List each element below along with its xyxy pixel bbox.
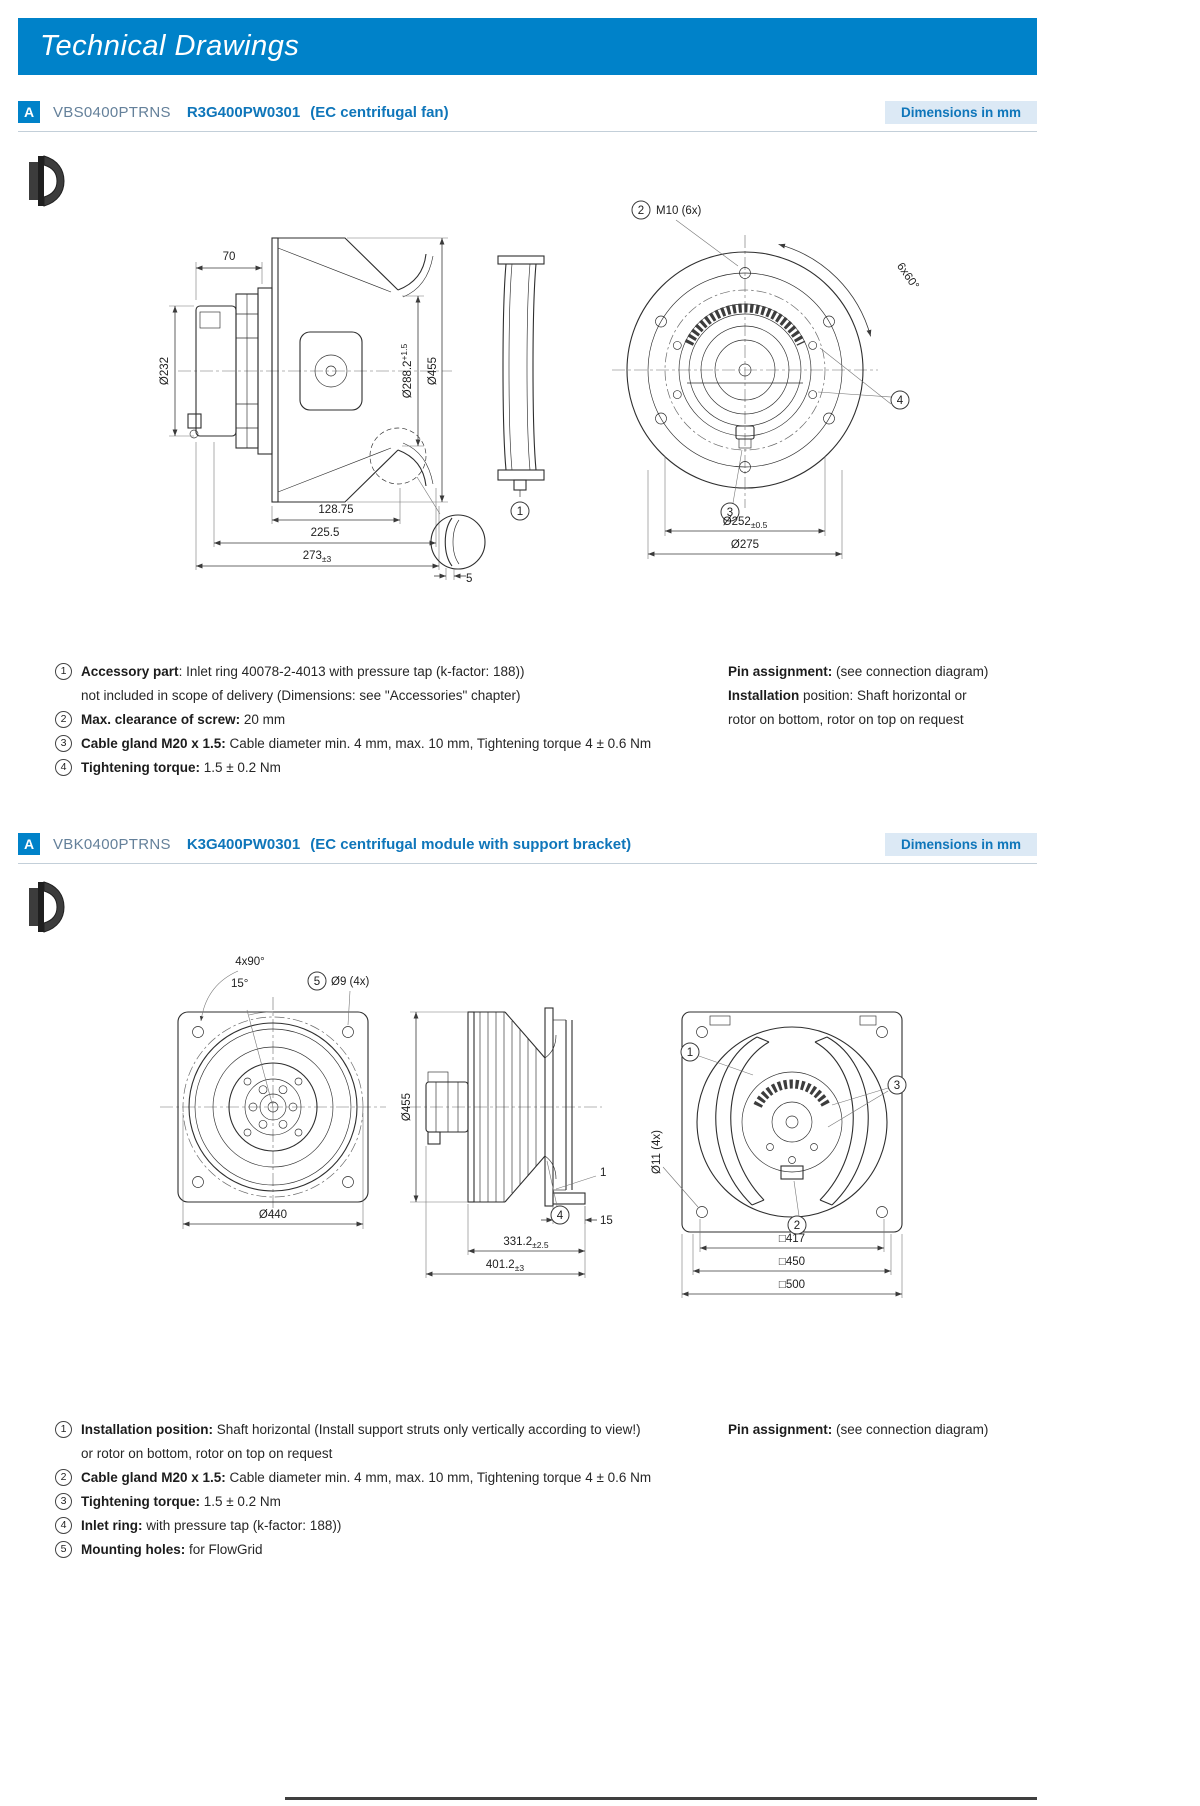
- dim-70: 70: [222, 251, 236, 263]
- module-back-view: [682, 1012, 902, 1232]
- section2-subtitle: (EC centrifugal module with support bracket): [310, 835, 632, 853]
- front-plate-view: [160, 997, 386, 1219]
- section1-notes: [55, 663, 723, 783]
- note-number: 4: [55, 759, 72, 776]
- module-side-view: [408, 1008, 602, 1206]
- dim-4012: $401.2_{\pm 3}$: [485, 1259, 525, 1273]
- fan-technical-drawing: [0, 180, 1037, 650]
- note-text: Cable gland M20 x 1.5: Cable diameter min. 4 mm, max. 10 mm, Tightening torque 4 ± 0.6 Nm: [81, 1470, 652, 1485]
- module-back-dimensions: [651, 1043, 906, 1298]
- dim-3312: $331.2_{\pm 2.5}$: [503, 1236, 549, 1250]
- dim-232: Ø232: [159, 356, 171, 386]
- dim-450: □450: [778, 1256, 806, 1268]
- note-text: or rotor on bottom, rotor on top on request: [81, 1446, 333, 1461]
- section2-divider: [18, 863, 1037, 864]
- section2-marker: A: [18, 833, 40, 855]
- callout-1: 1: [686, 1047, 694, 1059]
- note-text: Inlet ring: with pressure tap (k-factor: 188)): [81, 1518, 342, 1533]
- note-row: [55, 1493, 723, 1517]
- callout-3: 3: [726, 507, 734, 519]
- note-text: not included in scope of delivery (Dimensions: see "Accessories" chapter): [81, 688, 521, 703]
- note-row: [55, 663, 723, 687]
- callout-3: 3: [893, 1080, 901, 1092]
- note-number: 4: [55, 1517, 72, 1534]
- section1-marker: A: [18, 101, 40, 123]
- dim-440: Ø440: [258, 1209, 288, 1221]
- section1-dimensions-badge: Dimensions in mm: [885, 101, 1037, 124]
- section2-notes: [55, 1421, 723, 1565]
- callout-2: 2: [793, 1220, 801, 1232]
- note-text: Mounting holes: for FlowGrid: [81, 1542, 263, 1557]
- side-view-dimensions: [159, 238, 448, 570]
- dim-9: Ø9 (4x): [331, 976, 370, 988]
- module-side-dimensions: [401, 1012, 613, 1278]
- note-number: 3: [55, 1493, 72, 1510]
- impeller-icon: [24, 878, 68, 936]
- section1-header: [18, 100, 1037, 124]
- fan-front-view: [612, 235, 878, 508]
- dim-4x90: 4x90°: [235, 956, 265, 968]
- note-row-continuation: [55, 687, 723, 711]
- callout-1: 1: [516, 506, 524, 518]
- dim-15: 15: [600, 1215, 613, 1227]
- note-row-continuation: [55, 1445, 723, 1469]
- note-text: Cable gland M20 x 1.5: Cable diameter min. 4 mm, max. 10 mm, Tightening torque 4 ± 0.6 Nm: [81, 736, 652, 751]
- dim-252: $Ø252_{\pm 0.5}$: [722, 516, 768, 530]
- inlet-ring-view: [498, 256, 544, 520]
- note-row: [55, 711, 723, 735]
- section1-subtitle: (EC centrifugal fan): [310, 103, 449, 121]
- pin-assignment: Pin assignment: (see connection diagram): [728, 664, 989, 679]
- dim-417: □417: [778, 1233, 806, 1245]
- note-row: [55, 759, 723, 783]
- dim-1: 1: [600, 1167, 607, 1179]
- dim-288: $Ø288.2^{+1.5}$: [399, 343, 414, 399]
- module-technical-drawing: [0, 945, 1037, 1345]
- note-number: 2: [55, 1469, 72, 1486]
- dim-273: $273_{\pm 3}$: [302, 550, 332, 564]
- note-number: 1: [55, 663, 72, 680]
- note-number: 2: [55, 711, 72, 728]
- section2-model: K3G400PW0301: [186, 835, 301, 853]
- note-text: Max. clearance of screw: 20 mm: [81, 712, 286, 727]
- callout-4: 4: [556, 1210, 564, 1222]
- section2-header: [18, 832, 1037, 856]
- dim-275: Ø275: [730, 539, 760, 551]
- section2-code: VBK0400PTRNS: [53, 835, 171, 853]
- section2-dimensions-badge: Dimensions in mm: [885, 833, 1037, 856]
- title-bar: [18, 18, 1037, 75]
- section1-code: VBS0400PTRNS: [53, 103, 171, 121]
- dim-12875: 128.75: [318, 504, 354, 516]
- callout-2: 2: [637, 205, 645, 217]
- section1-divider: [18, 131, 1037, 132]
- installation-position: Installation position: Shaft horizontal or: [728, 688, 967, 703]
- note-text: Tightening torque: 1.5 ± 0.2 Nm: [81, 1494, 281, 1509]
- note-number: 1: [55, 1421, 72, 1438]
- dim-15deg: 15°: [231, 978, 249, 990]
- dim-455-module: Ø455: [401, 1092, 413, 1122]
- note-text: Accessory part: Inlet ring 40078-2-4013 with pressure tap (k-factor: 188)): [81, 664, 525, 679]
- section1-model: R3G400PW0301: [186, 103, 301, 121]
- front-plate-dimensions: [183, 956, 370, 1229]
- note-number: 3: [55, 735, 72, 752]
- section2-right-notes: [728, 1421, 1028, 1445]
- page-title: Technical Drawings: [40, 30, 300, 62]
- callout-4: 4: [896, 395, 904, 407]
- dim-500: □500: [778, 1279, 806, 1291]
- callout-5: 5: [313, 976, 321, 988]
- dim-2255: 225.5: [310, 527, 340, 539]
- dim-6x60: 6x60°: [894, 260, 921, 292]
- next-section-edge: [285, 1797, 1037, 1800]
- note-row: [55, 735, 723, 759]
- note-row: [55, 1541, 723, 1565]
- dim-455: Ø455: [427, 356, 439, 386]
- dim-11: Ø11 (4x): [651, 1130, 663, 1174]
- front-view-dimensions: [632, 201, 921, 559]
- pin-assignment: Pin assignment: (see connection diagram): [728, 1422, 989, 1437]
- note-row: [55, 1421, 723, 1445]
- note-number: 5: [55, 1541, 72, 1558]
- label-m10: M10 (6x): [656, 205, 702, 217]
- note-row: [55, 1517, 723, 1541]
- note-row: [55, 1469, 723, 1493]
- installation-position-continuation: rotor on bottom, rotor on top on request: [728, 712, 964, 727]
- note-text: Tightening torque: 1.5 ± 0.2 Nm: [81, 760, 281, 775]
- dim-5: 5: [466, 573, 473, 585]
- note-text: Installation position: Shaft horizontal (Install support struts only vertically according to view!): [81, 1422, 641, 1437]
- section1-right-notes: [728, 663, 1028, 735]
